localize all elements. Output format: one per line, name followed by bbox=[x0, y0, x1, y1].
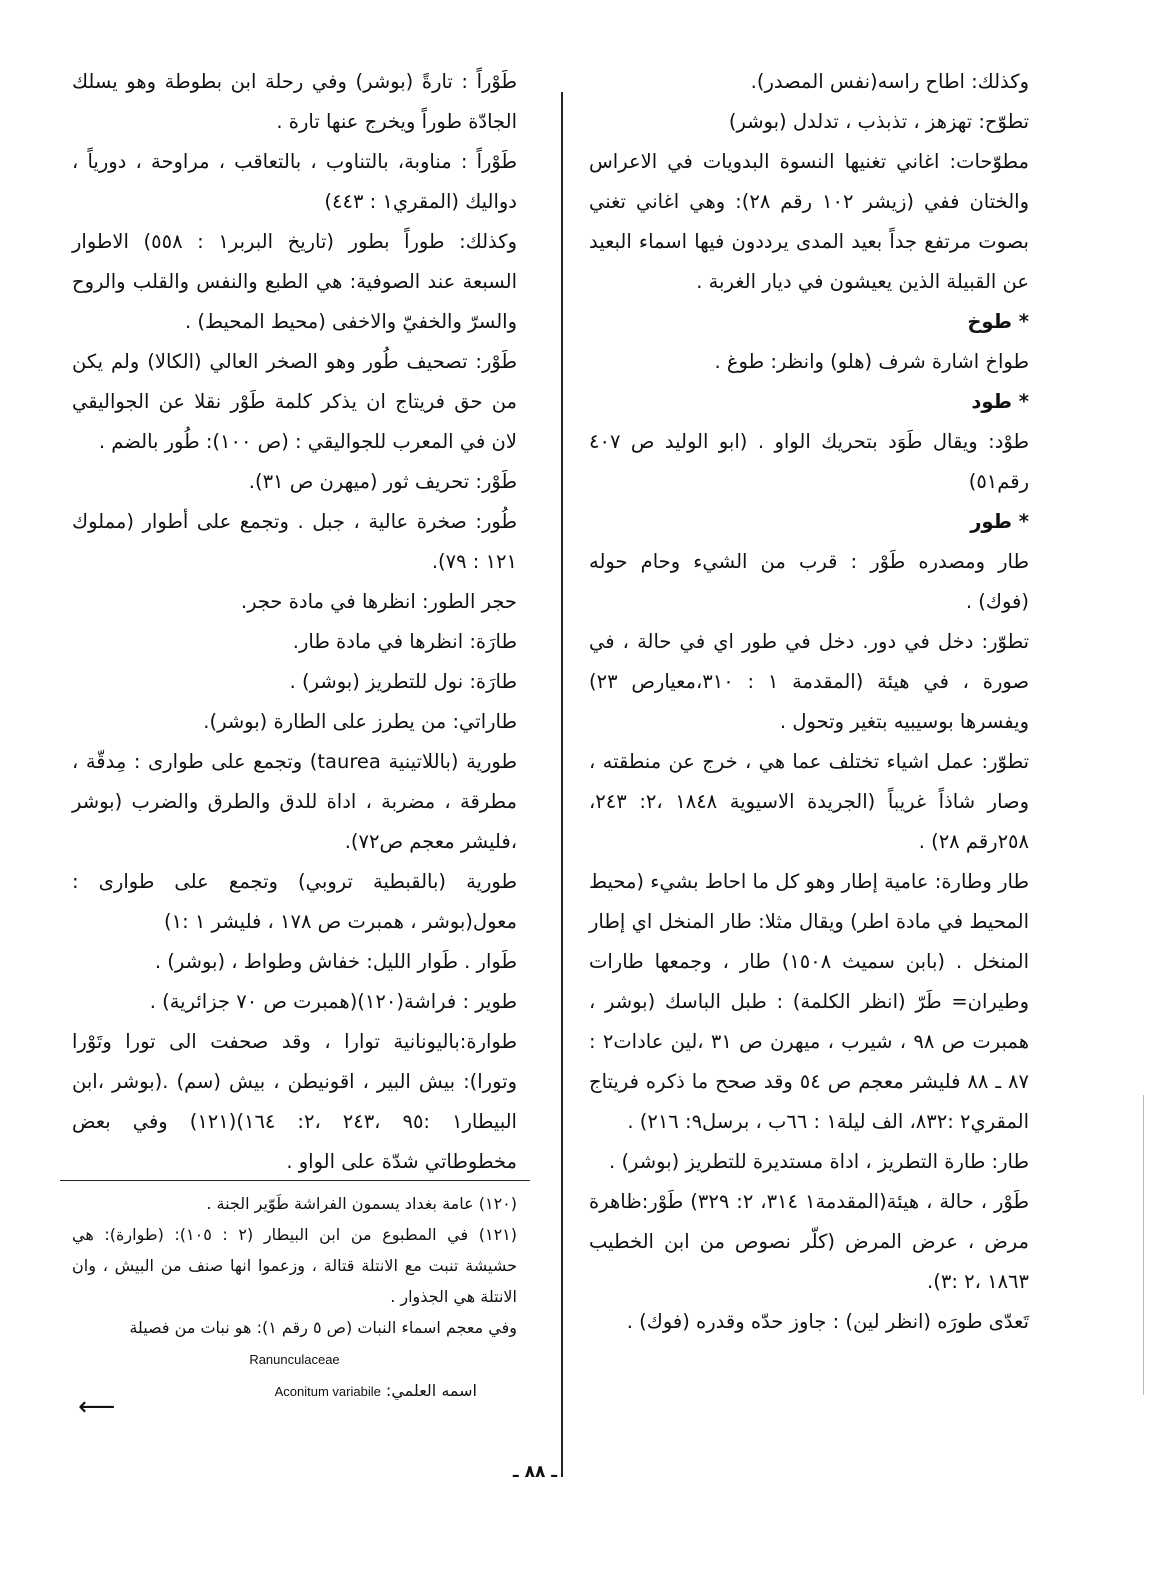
entry-turiya-coptic: طورية (بالقبطية تروبي) وتجمع على طوارى : معول(بوشر ، همبرت ص ١٧٨ ، فليشر ١ :١) bbox=[72, 870, 517, 933]
entry-tawran-munawaba: طَوْراً : مناوبة، بالتناوب ، بالتعاقب ، مراوحة ، دورياً ، دواليك (المقري١ : ٤٤٣) bbox=[72, 150, 517, 213]
entry-tara-1: طارَة: انظرها في مادة طار. bbox=[292, 630, 517, 653]
footnote-family-latin bbox=[72, 1343, 517, 1375]
footnote-121: (١٢١) في المطبوع من ابن البيطار (٢ : ١٠٥): (طوارة): هي حشيشة تنبت مع الانتلة قتالة ، وزعموا انها صنف من البيش ، وان الانتلة هي الجذوار . bbox=[72, 1225, 517, 1306]
entry-tawran-tara: طَوْراً : تارةً (بوشر) وفي رحلة ابن بطوطة وهو يسلك الجادّة طوراً ويخرج عنها تارة . bbox=[72, 70, 517, 133]
footnote-scientific-name bbox=[72, 1375, 517, 1407]
entry-turiya-latin: طورية (باللاتينية taurea) وتجمع على طوارى : مِدقّة ، مطرقة ، مضربة ، اداة للدق والطرق والضرب (بوشر ،فليشر معجم ص٧٢). bbox=[72, 750, 517, 853]
footnote-rule bbox=[60, 1180, 530, 1181]
entry-tawakh: طواخ اشارة شرف (هلو) وانظر: طوغ . bbox=[714, 350, 1029, 373]
entry-tawr-tashif: طَوْر: تصحيف طُور وهو الصخر العالي (الكالا) ولم يكن من حق فريتاج ان يذكر كلمة طَوْر نقلا عن الجواليقي لان في المعرب للجواليقي : (ص ١٠٠): طُور بالضم . bbox=[72, 350, 517, 453]
column-divider bbox=[561, 92, 563, 1477]
entry-tur-sakhra: طُور: صخرة عالية ، جبل . وتجمع على أطوار (مملوك ١٢١ : ٧٩). bbox=[72, 510, 517, 573]
entry-tawr-hala: طَوْر ، حالة ، هيئة(المقدمة١ ٣١٤، ٢: ٣٢٩) طَوْر:ظاهرة مرض ، عرض المرض (كلّر نصوص من ابن الخطيب ١٨٦٣ ،٢ :٣). bbox=[589, 1190, 1029, 1293]
entry-tatawwar-2: تطوّر: عمل اشياء تختلف عما هي ، خرج عن منطقته ، وصار شاذاً غريباً (الجريدة الاسيوية ١٨٤٨ ،٢: ٢٤٣، ٢٥٨رقم ٢٨) . bbox=[589, 750, 1029, 853]
entry-tawran-bitawr: وكذلك: طوراً بطور (تاريخ البربر١ : ٥٥٨) الاطوار السبعة عند الصوفية: هي الطبع والنفس والقلب والروح والسرّ والخفيّ والاخفى (محيط المحيط) . bbox=[72, 230, 517, 333]
footnotes bbox=[72, 1188, 517, 1407]
entry-tawr-tahrif: طَوْر: تحريف ثور (ميهرن ص ٣١). bbox=[248, 470, 517, 493]
entry-tuwayr: طوير : فراشة(١٢٠)(همبرت ص ٧٠ جزائرية) . bbox=[149, 990, 517, 1013]
root-heading-tawkh: * طوخ bbox=[967, 310, 1029, 333]
entry-tar-wa-tara: طار وطارة: عامية إطار وهو كل ما احاط بشيء (محيط المحيط في مادة اطر) ويقال مثلا: طار المنخل اي إطار المنخل . (بابن سميث ١٥٠٨) طار ، وجمعها طارات وطيران= طَرّ (انظر الكلمة) : طبل الباسك (بوشر ، همبرت ص ٩٨ ، شيرب ، ميهرن ص ٣١ ،لين عادات٢ : ٨٧ ـ ٨٨ فليشر معجم ص ٥٤ وقد صحح ما ذكره فريتاج المقري٢ :٨٣٢، الف ليلة١ : ٦٦ب ، برسل٩: ٢١٦) . bbox=[589, 870, 1029, 1133]
footnote-120: (١٢٠) عامة بغداد يسمون الفراشة طَوّير الجنة . bbox=[206, 1194, 517, 1213]
scientific-name-latin: Aconitum variabile bbox=[274, 1384, 381, 1399]
root-heading-tawd: * طود bbox=[971, 390, 1029, 413]
footnote-121-cont: وفي معجم اسماء النبات (ص ٥ رقم ١): هو نبات من فصيلة bbox=[129, 1318, 517, 1337]
scientific-name-label: اسمه العلمي: bbox=[385, 1381, 477, 1400]
entry-mutawwahat: مطوّحات: اغاني تغنيها النسوة البدويات في الاعراس والختان ففي (زيشر ١٠٢ رقم ٢٨): وهي اغاني تغني بصوت مرتفع جداً بعيد المدى يرددون فيها اسماء البعيد عن القبيلة الذين يعيشون في ديار الغربة . bbox=[589, 150, 1029, 293]
family-name-latin: Ranunculaceae bbox=[249, 1352, 340, 1367]
scan-edge-mark bbox=[1143, 1095, 1144, 1395]
entry-tatawwar-1: تطوّر: دخل في دور. دخل في طور اي في حالة ، في صورة ، في هيئة (المقدمة ١ : ٣١٠،معيارص ٢٣) ويفسرها بوسيبيه بتغير وتحول . bbox=[589, 630, 1030, 733]
left-column bbox=[72, 62, 517, 1182]
right-column bbox=[589, 62, 1029, 1342]
entry-tatawwah: تطوّح: تهزهز ، تذبذب ، تدلدل (بوشر) bbox=[728, 110, 1029, 133]
entry-taadda-tawrahu: تَعدّى طورَه (انظر لين) : جاوز حدّه وقدره (فوك) . bbox=[626, 1310, 1029, 1333]
entry-tar-masdar: طار ومصدره طَوْر : قرب من الشيء وحام حوله (فوك) . bbox=[589, 550, 1029, 613]
entry-tarati: طاراتي: من يطرز على الطارة (بوشر). bbox=[203, 710, 517, 733]
page-number: ـ ٨٨ ـ bbox=[512, 1462, 558, 1482]
entry-atah: وكذلك: اطاح راسه(نفس المصدر). bbox=[750, 70, 1029, 93]
entry-hajar-al-tur: حجر الطور: انظرها في مادة حجر. bbox=[240, 590, 517, 613]
entry-tar-taraat-tatriz: طار: طارة التطريز ، اداة مستديرة للتطريز (بوشر) . bbox=[609, 1150, 1029, 1173]
entry-tawd: طوْد: ويقال طَوَد بتحريك الواو . (ابو الوليد ص ٤٠٧ رقم٥١) bbox=[589, 430, 1029, 493]
entry-tawwara: طوارة:باليونانية توارا ، وقد صحفت الى تورا وتَوْرا وتورا): بيش البير ، اقونيطن ، بيش (سم) .(بوشر ،ابن البيطار١ :٩٥ ،٢٤٣ ،٢: ١٦٤)(١٢١) وفي بعض مخطوطاتي شدّة على الواو . bbox=[72, 1030, 517, 1173]
entry-tawar-al-layl: طَوار . طَوار الليل: خفاش وطواط ، (بوشر) . bbox=[154, 950, 517, 973]
root-heading-tawr: * طور bbox=[970, 510, 1029, 533]
entry-tara-2: طارَة: نول للتطريز (بوشر) . bbox=[289, 670, 517, 693]
continue-arrow-icon: ⟵ bbox=[78, 1392, 116, 1422]
